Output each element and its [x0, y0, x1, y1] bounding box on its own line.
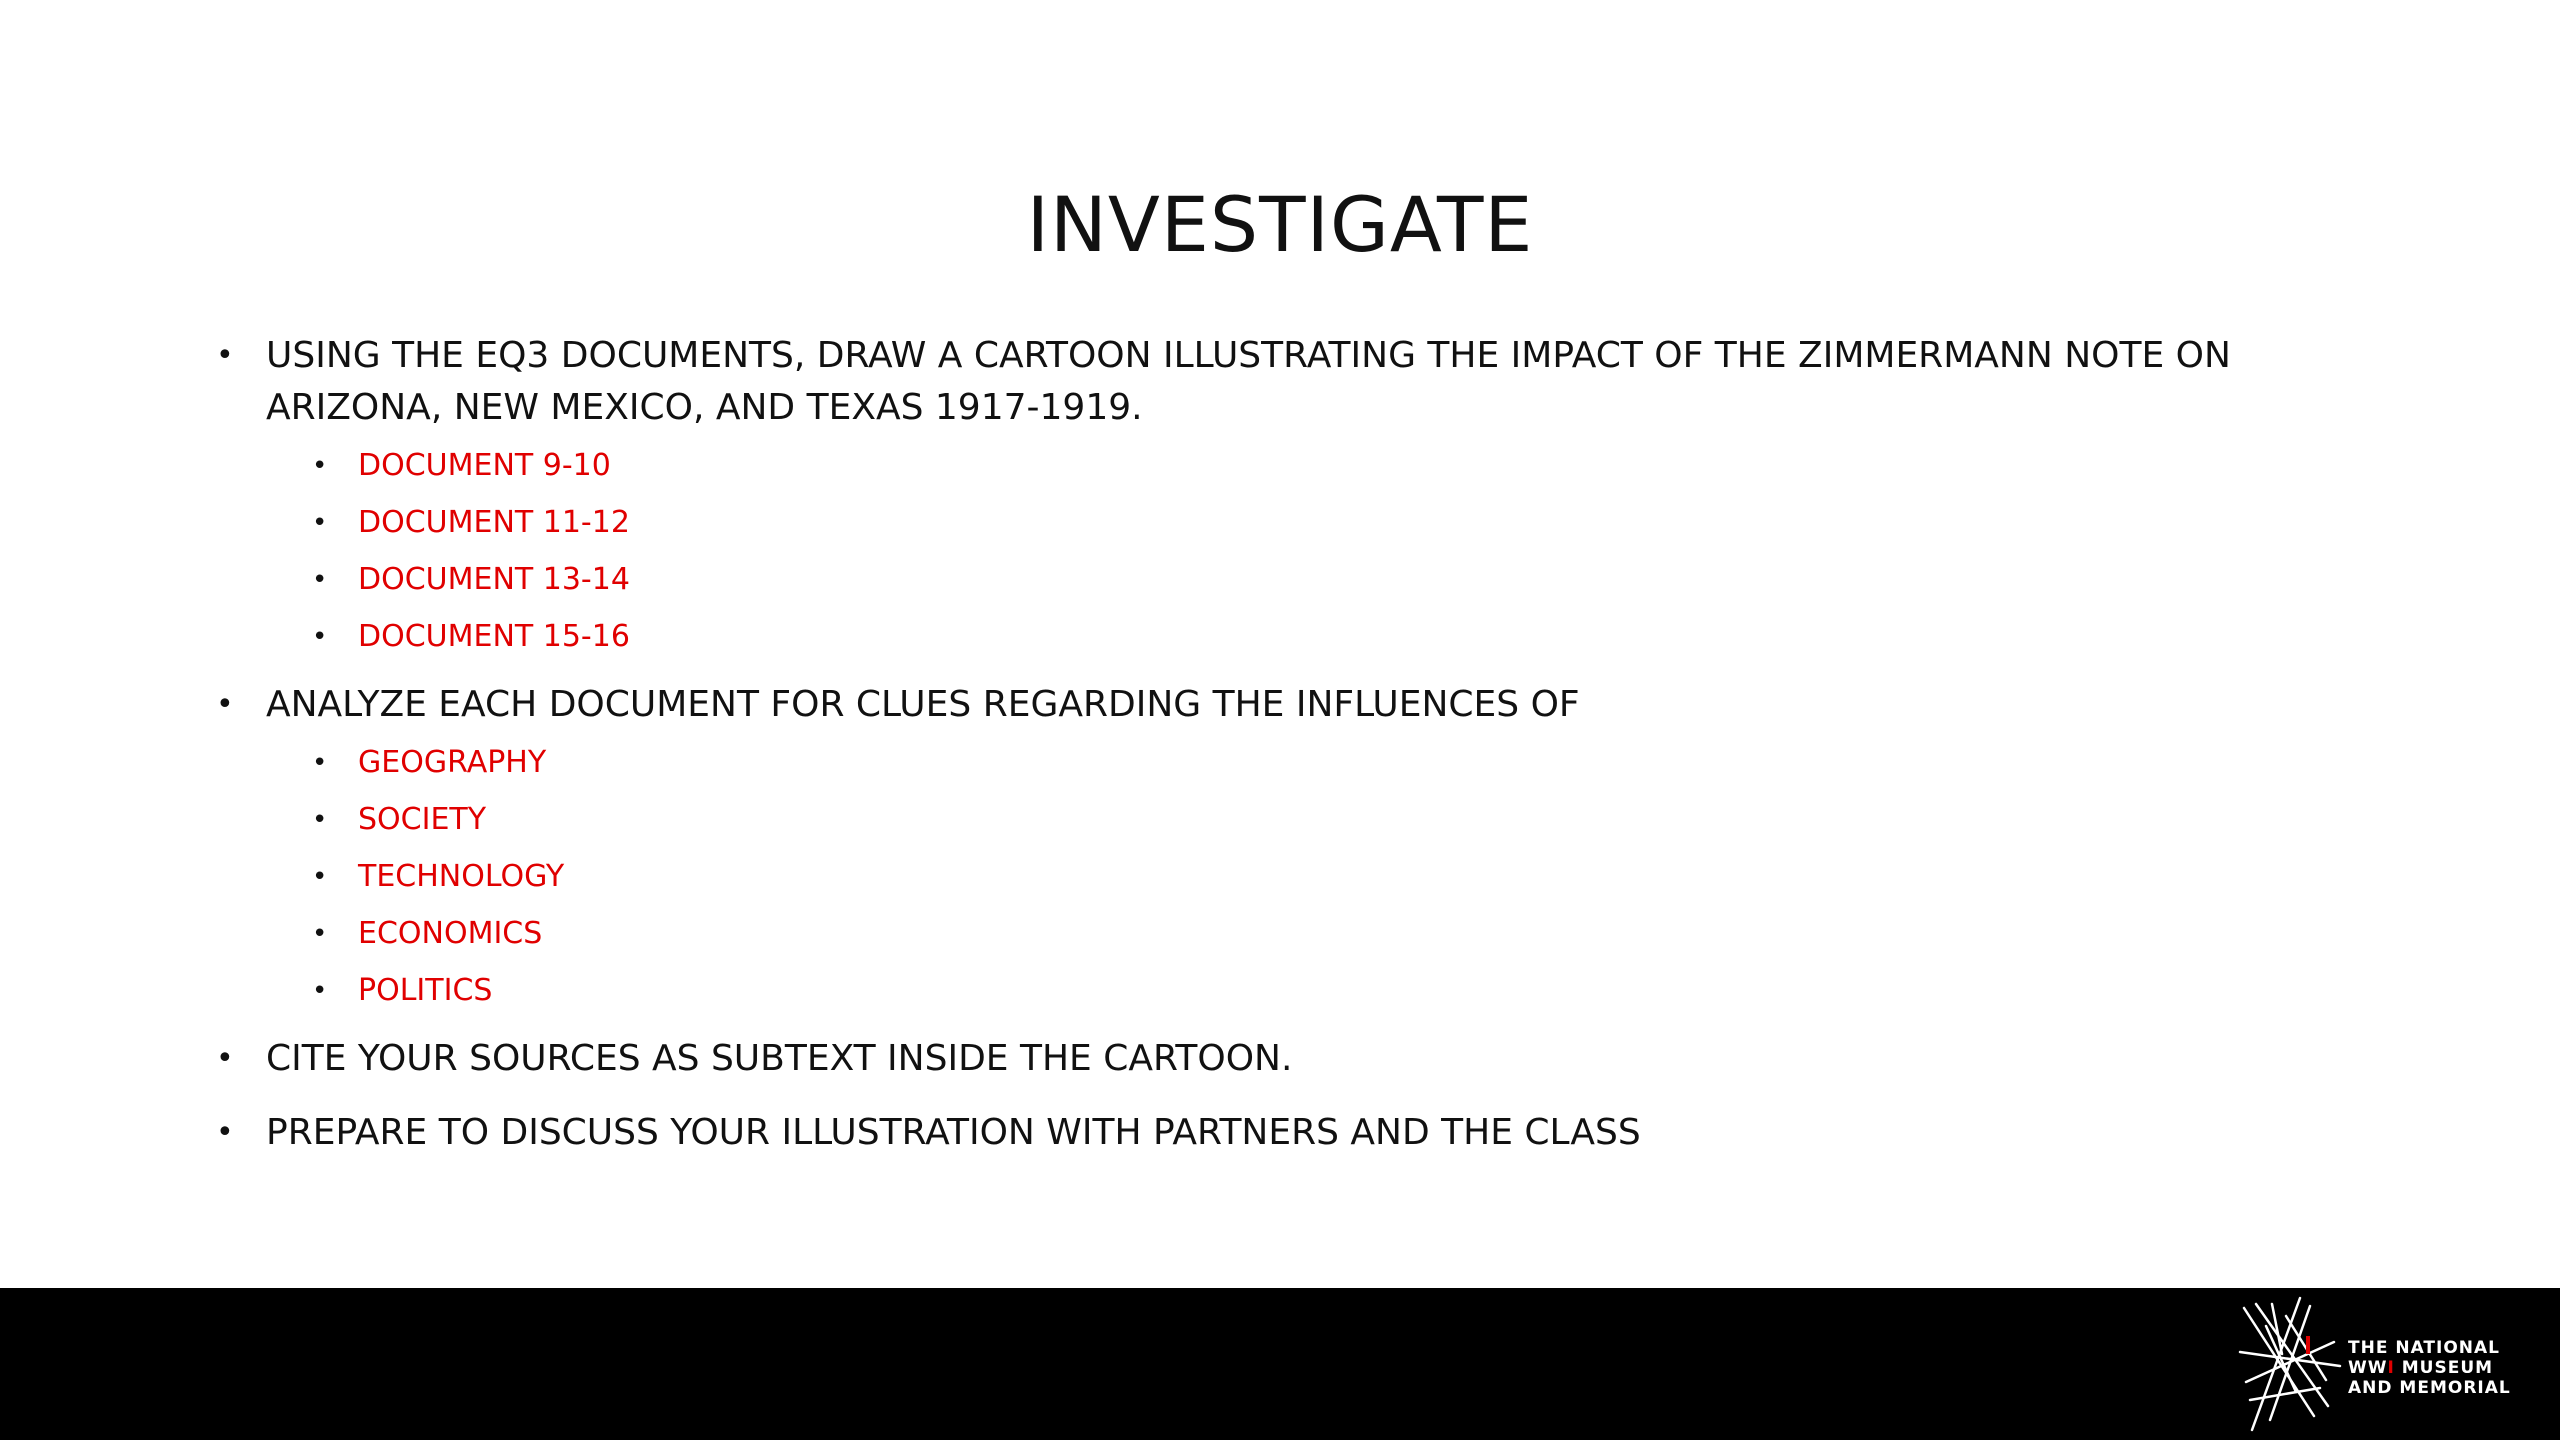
- museum-logo: [2236, 1296, 2516, 1436]
- bullet-icon: •: [312, 805, 328, 835]
- bullet-text: ANALYZE EACH DOCUMENT FOR CLUES REGARDING THE INFLUENCES OF: [266, 684, 1580, 725]
- sub-bullet-item: [312, 800, 2316, 840]
- bullet-icon: •: [312, 508, 328, 538]
- bullet-icon: •: [312, 622, 328, 652]
- sub-bullet-text: TECHNOLOGY: [358, 859, 565, 894]
- bullet-item: [216, 1033, 2316, 1085]
- bullet-list: [216, 330, 2316, 1159]
- sub-bullet-item: [312, 503, 2316, 543]
- bullet-icon: •: [312, 976, 328, 1006]
- sub-bullet-item: [312, 857, 2316, 897]
- sub-bullet-text: DOCUMENT 11-12: [358, 505, 630, 540]
- logo-line-2-suffix: MUSEUM: [2394, 1358, 2494, 1378]
- logo-line-3: AND MEMORIAL: [2348, 1378, 2511, 1398]
- sub-bullet-item: [312, 971, 2316, 1011]
- sub-bullet-item: [312, 914, 2316, 954]
- sub-bullet-item: [312, 743, 2316, 783]
- bullet-text: CITE YOUR SOURCES AS SUBTEXT INSIDE THE CARTOON.: [266, 1038, 1293, 1079]
- sub-bullet-text: GEOGRAPHY: [358, 745, 547, 780]
- sub-bullet-text: POLITICS: [358, 973, 493, 1008]
- bullet-icon: •: [216, 687, 234, 722]
- sub-bullet-list: [266, 446, 2316, 657]
- bullet-icon: •: [216, 1115, 234, 1150]
- slide-title: INVESTIGATE: [1026, 180, 1534, 269]
- bullet-icon: •: [312, 748, 328, 778]
- bullet-text: USING THE EQ3 DOCUMENTS, DRAW A CARTOON ILLUSTRATING THE IMPACT OF THE ZIMMERMANN NOTE ON ARIZONA, NEW MEXICO, AND TEXAS 1917-1919.: [266, 335, 2231, 428]
- sub-bullet-text: DOCUMENT 9-10: [358, 448, 611, 483]
- museum-logo-text: [2348, 1338, 2511, 1398]
- bullet-item: [216, 1107, 2316, 1159]
- logo-line-1: THE NATIONAL: [2348, 1338, 2501, 1358]
- footer-bar: [0, 1288, 2560, 1440]
- bullet-icon: •: [216, 1041, 234, 1076]
- sub-bullet-item: [312, 446, 2316, 486]
- slide-content: [216, 330, 2316, 1181]
- sub-bullet-text: SOCIETY: [358, 802, 487, 837]
- bullet-item: [216, 679, 2316, 1011]
- sub-bullet-item: [312, 617, 2316, 657]
- logo-line-2: [2348, 1358, 2511, 1378]
- bullet-icon: •: [312, 451, 328, 481]
- bullet-icon: •: [312, 862, 328, 892]
- bullet-icon: •: [216, 338, 234, 373]
- bullet-item: [216, 330, 2316, 657]
- logo-line-2-mark: I: [2387, 1358, 2395, 1378]
- bullet-icon: •: [312, 919, 328, 949]
- museum-logo-icon: [2236, 1296, 2346, 1436]
- sub-bullet-list: [266, 743, 2316, 1011]
- sub-bullet-text: DOCUMENT 15-16: [358, 619, 630, 654]
- sub-bullet-text: DOCUMENT 13-14: [358, 562, 630, 597]
- sub-bullet-text: ECONOMICS: [358, 916, 543, 951]
- bullet-text: PREPARE TO DISCUSS YOUR ILLUSTRATION WITH PARTNERS AND THE CLASS: [266, 1112, 1641, 1153]
- bullet-icon: •: [312, 565, 328, 595]
- sub-bullet-item: [312, 560, 2316, 600]
- logo-line-2-prefix: WW: [2348, 1358, 2388, 1378]
